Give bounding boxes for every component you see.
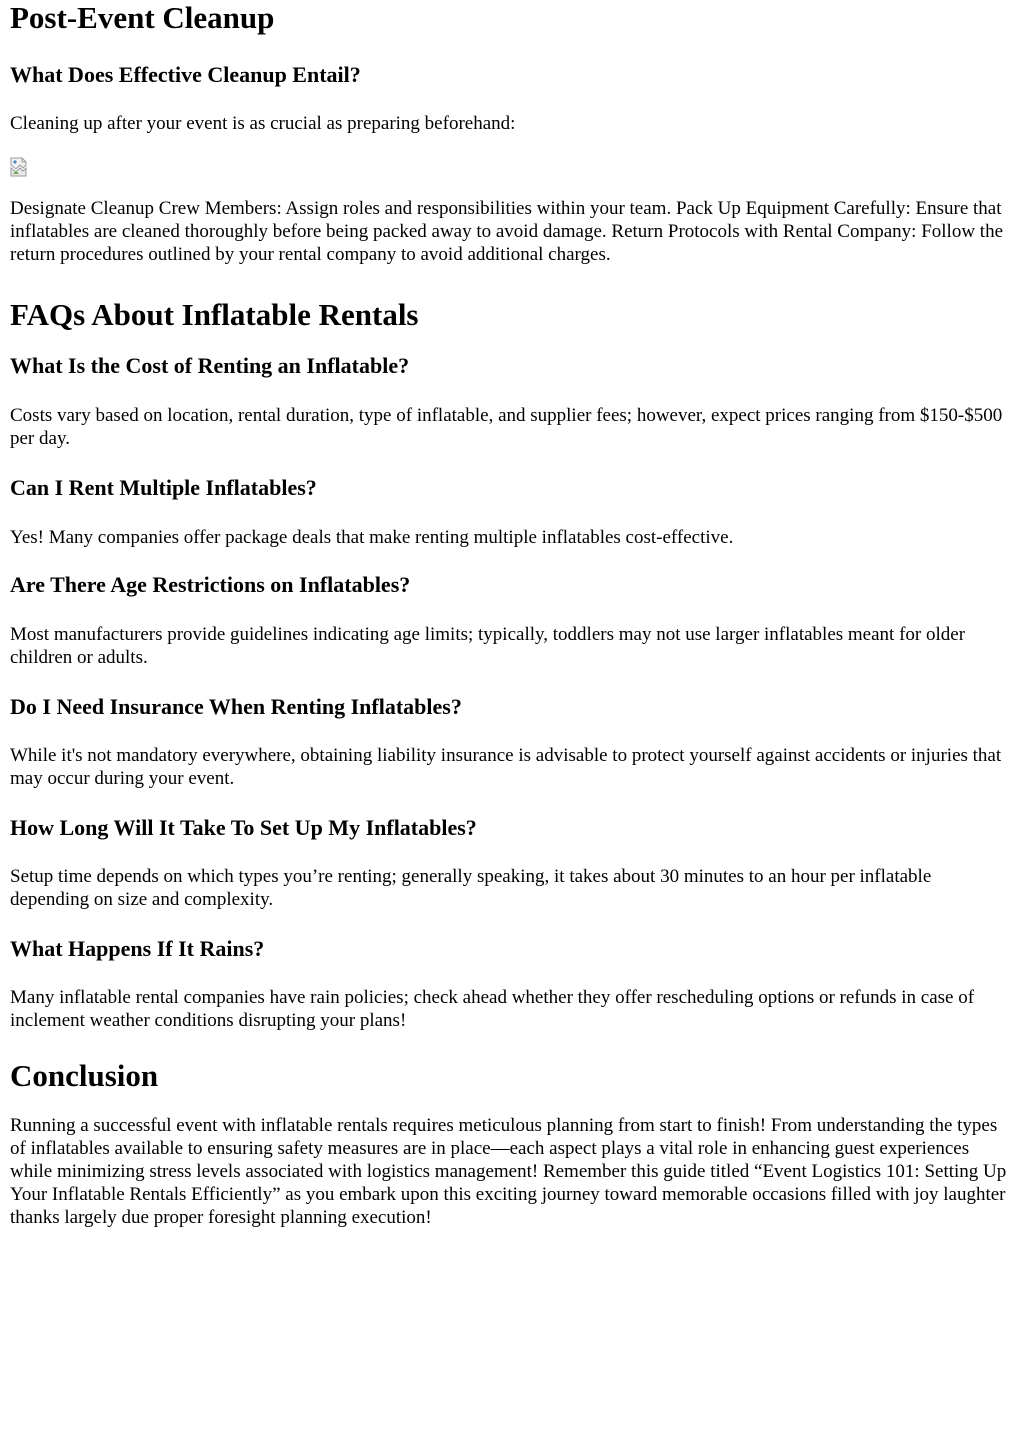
faq-answer: Yes! Many companies offer package deals that make renting multiple inflatables cost-effective. bbox=[10, 527, 734, 548]
faq-question: Do I Need Insurance When Renting Inflatables? bbox=[10, 694, 462, 719]
faq-answer: Most manufacturers provide guidelines indicating age limits; typically, toddlers may not use larger inflatables meant for older children or adults. bbox=[10, 624, 966, 668]
cleanup-subtitle: What Does Effective Cleanup Entail? bbox=[10, 62, 361, 87]
faq-answer: Setup time depends on which types you’re renting; generally speaking, it takes about 30 minutes to an hour per inflatable depending on size and complexity. bbox=[10, 866, 932, 910]
faq-question: Can I Rent Multiple Inflatables? bbox=[10, 475, 317, 500]
cleanup-steps: Designate Cleanup Crew Members: Assign roles and responsibilities within your team. Pack Up Equipment Carefully: Ensure that inflatables are cleaned thoroughly before being packed away to avoid damage. Return Protocols with Rental Company: Follow the return procedures outlined by your rental company to avoid additional charges. bbox=[10, 198, 1004, 265]
faq-question: Are There Age Restrictions on Inflatables? bbox=[10, 572, 411, 597]
faq-question: What Happens If It Rains? bbox=[10, 936, 265, 961]
faq-question: What Is the Cost of Renting an Inflatable? bbox=[10, 353, 410, 378]
faq-answer: Costs vary based on location, rental duration, type of inflatable, and supplier fees; however, expect prices ranging from $150-$500 per day. bbox=[10, 405, 1003, 449]
faq-answer: Many inflatable rental companies have rain policies; check ahead whether they offer rescheduling options or refunds in case of inclement weather conditions disrupting your plans! bbox=[10, 987, 975, 1031]
faq-question: How Long Will It Take To Set Up My Inflatables? bbox=[10, 815, 477, 840]
conclusion-text: Running a successful event with inflatable rentals requires meticulous planning from start to finish! From understanding the types of inflatables available to ensuring safety measures are in place—each aspect plays a vital role in enhancing guest experiences while minimizing stress levels associated with logistics management! Remember this guide titled “Event Logistics 101: Setting Up Your Inflatable Rentals Efficiently” as you embark upon this exciting journey toward memorable occasions filled with joy laughter thanks largely due proper foresight planning execution! bbox=[10, 1115, 1007, 1228]
faqs-title: FAQs About Inflatable Rentals bbox=[10, 297, 419, 332]
cleanup-intro: Cleaning up after your event is as crucial as preparing beforehand: bbox=[10, 113, 516, 134]
broken-image-icon bbox=[10, 157, 30, 177]
conclusion-title: Conclusion bbox=[10, 1058, 159, 1093]
faq-answer: While it's not mandatory everywhere, obtaining liability insurance is advisable to protect yourself against accidents or injuries that may occur during your event. bbox=[10, 745, 1002, 789]
cleanup-title: Post-Event Cleanup bbox=[10, 0, 275, 35]
